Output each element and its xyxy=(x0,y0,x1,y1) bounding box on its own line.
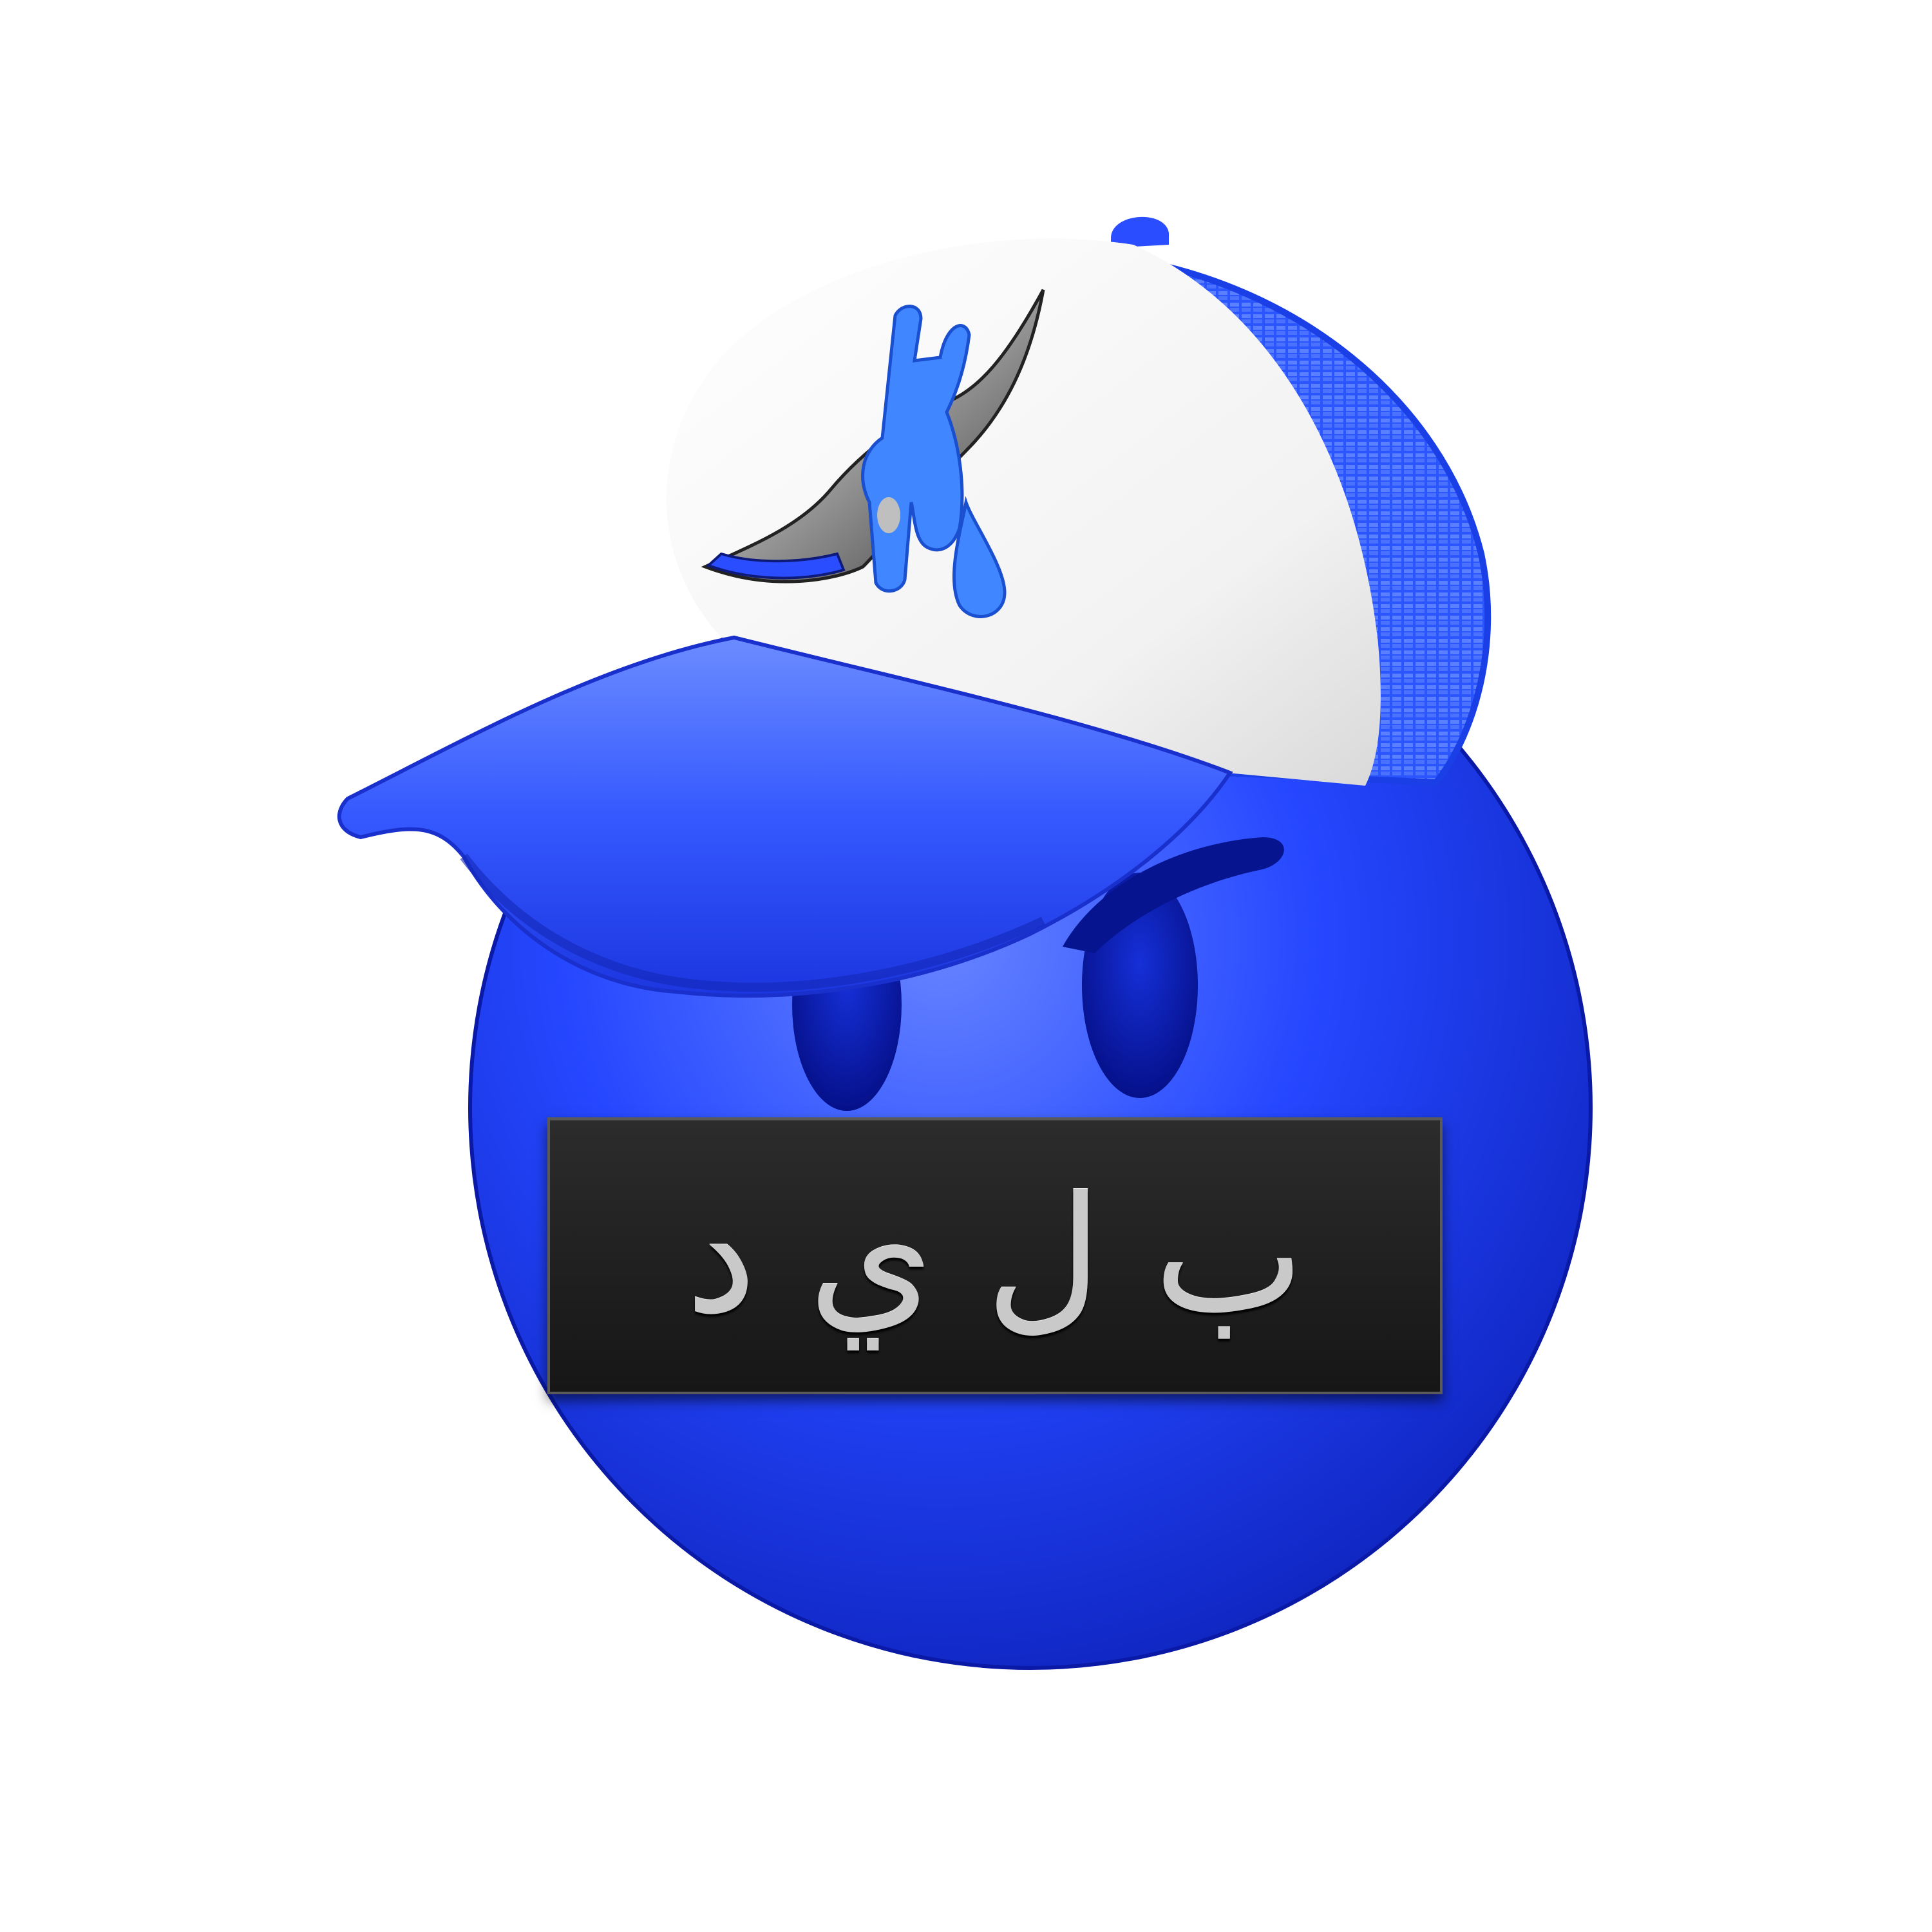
name-plate xyxy=(547,1117,1443,1394)
name-plate-text: ب ل ي د xyxy=(685,1162,1305,1349)
